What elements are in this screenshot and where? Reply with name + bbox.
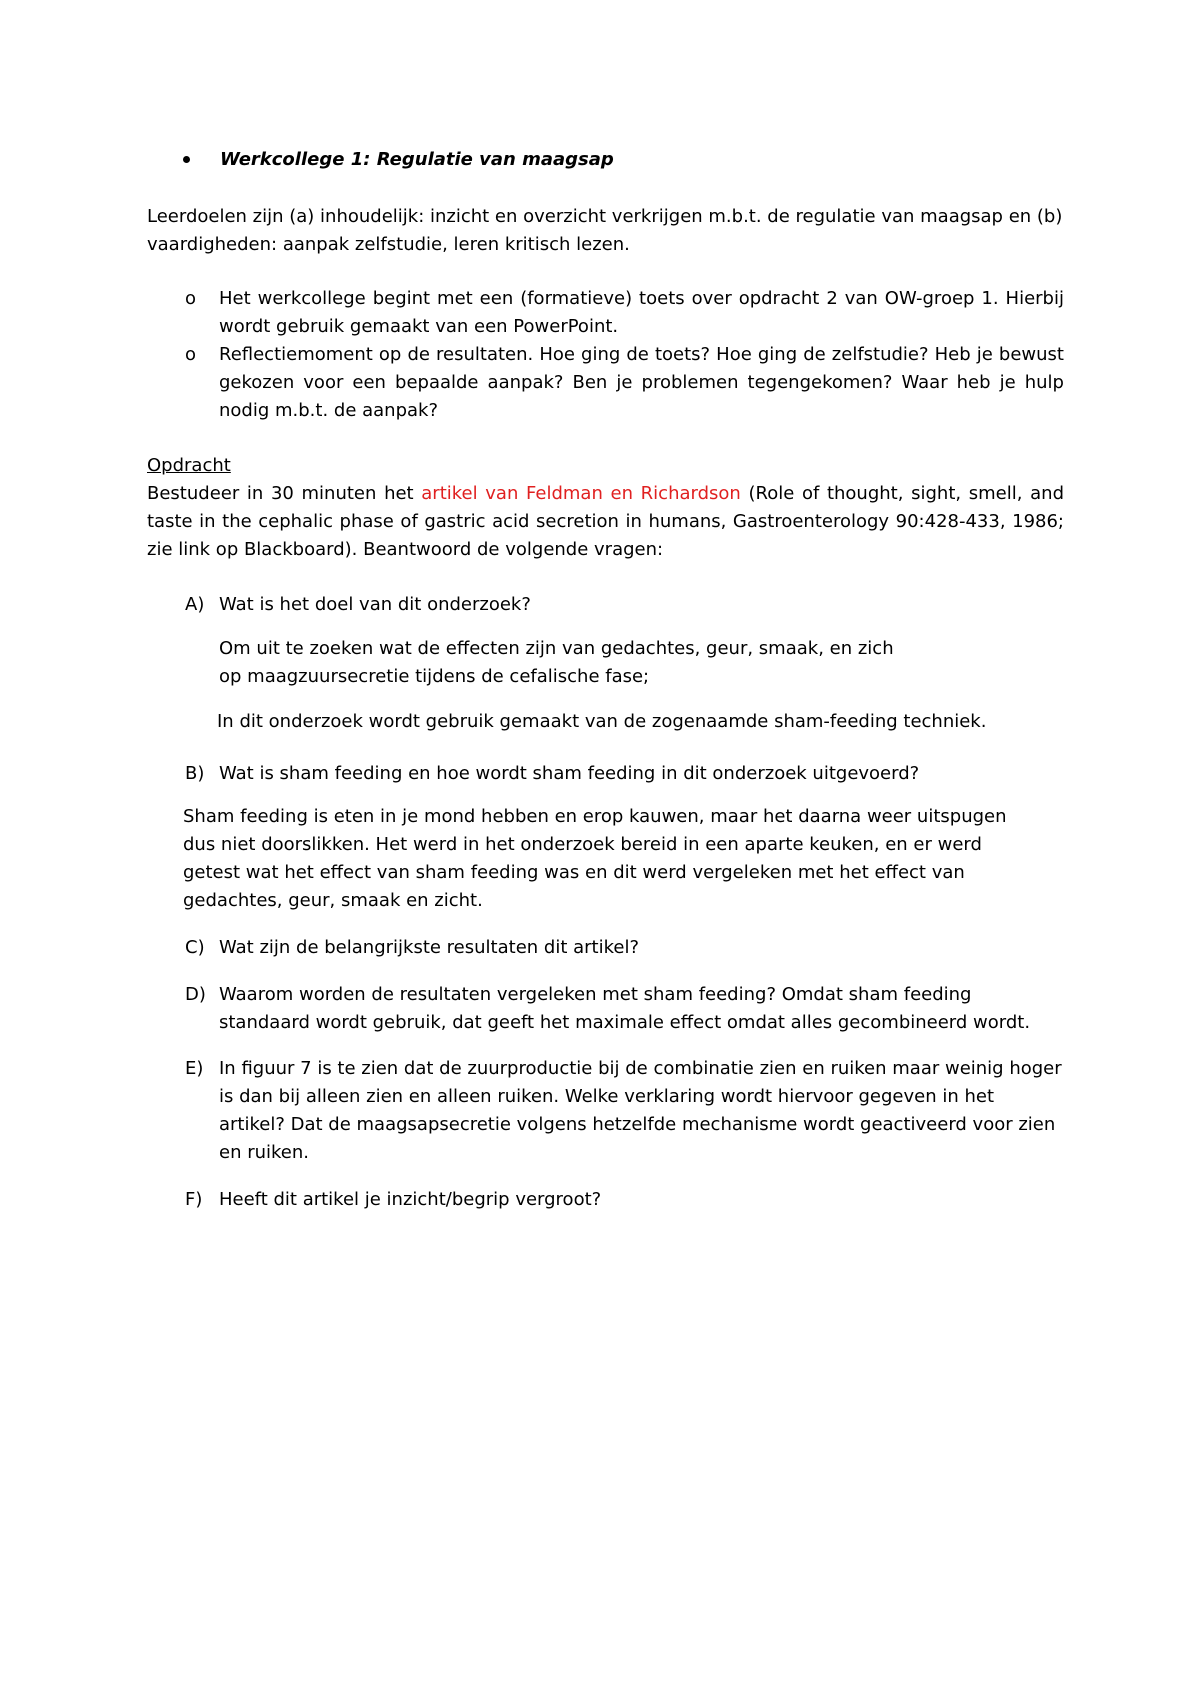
question-c xyxy=(147,934,1064,962)
question-text: In figuur 7 is te zien dat de zuurproductie bij de combinatie zien en ruiken maar weinig hoger is dan bij alleen zien en alleen ruiken. Welke verklaring wordt hiervoor gegeven in het artikel? Dat de maagsapsecretie volgens hetzelfde mechanisme wordt geactiveerd voor zien en ruiken. xyxy=(219,1058,1062,1163)
question-d xyxy=(147,981,1064,1037)
opdracht-text-after: (Role of thought, sight, smell, and taste in the cephalic phase of gastric acid secretion in humans, Gastroenterology 90:428-433, 1986; zie link op Blackboard). Beantwoord de volgende vragen: xyxy=(147,483,1064,560)
answer-b: Sham feeding is eten in je mond hebben en erop kauwen, maar het daarna weer uitspugen dus niet doorslikken. Het werd in het onderzoek bereid in een aparte keuken, en er werd getest wat het effect van sham feeding was en dit werd vergeleken met het effect van gedachtes, geur, smaak en zicht. xyxy=(183,806,1007,911)
question-text: Waarom worden de resultaten vergeleken met sham feeding? Omdat sham feeding standaard wordt gebruik, dat geeft het maximale effect omdat alles gecombineerd wordt. xyxy=(219,984,1031,1033)
answer-text: Om uit te zoeken wat de effecten zijn van gedachtes, geur, smaak, en zich op maagzuursecretie tijdens de cefalische fase; xyxy=(219,638,894,687)
question-b xyxy=(147,760,1064,788)
question-text: Wat is sham feeding en hoe wordt sham feeding in dit onderzoek uitgevoerd? xyxy=(219,763,920,784)
opdracht-title xyxy=(147,452,1064,480)
opdracht-heading: Opdracht xyxy=(147,455,231,476)
circle-bullet-icon: o xyxy=(185,344,197,365)
circle-bullet-icon: o xyxy=(185,288,197,309)
question-label: C) xyxy=(185,937,205,958)
answer-a-1 xyxy=(147,635,1064,691)
question-text: Wat is het doel van dit onderzoek? xyxy=(219,594,531,615)
list-item xyxy=(147,341,1064,425)
intro-paragraph: Leerdoelen zijn (a) inhoudelijk: inzicht en overzicht verkrijgen m.b.t. de regulatie van maagsap en (b) vaardigheden: aanpak zelfstudie, leren kritisch lezen. xyxy=(147,206,1063,255)
question-f xyxy=(147,1186,1064,1214)
question-label: B) xyxy=(185,763,205,784)
list-item-text: Reflectiemoment op de resultaten. Hoe ging de toets? Hoe ging de zelfstudie? Heb je bewust gekozen voor een bepaalde aanpak? Ben je problemen tegengekomen? Waar heb je hulp nodig m.b.t. de aanpak? xyxy=(219,344,1064,421)
list-item-text: Het werkcollege begint met een (formatieve) toets over opdracht 2 van OW-groep 1. Hierbij wordt gebruik gemaakt van een PowerPoint. xyxy=(219,288,1064,337)
bullet-dot-icon xyxy=(183,156,190,163)
question-text: Wat zijn de belangrijkste resultaten dit artikel? xyxy=(219,937,640,958)
question-label: F) xyxy=(185,1189,203,1210)
answer-a-2 xyxy=(147,708,1064,736)
list-item xyxy=(147,285,1064,341)
question-text: Heeft dit artikel je inzicht/begrip vergroot? xyxy=(219,1189,602,1210)
answer-text: In dit onderzoek wordt gebruik gemaakt van de zogenaamde sham-feeding techniek. xyxy=(217,711,987,732)
opdracht-text-before: Bestudeer in 30 minuten het xyxy=(147,483,422,504)
question-e xyxy=(147,1055,1064,1167)
question-label: A) xyxy=(185,594,205,615)
opdracht-paragraph xyxy=(147,480,1064,564)
article-link[interactable]: artikel van Feldman en Richardson xyxy=(421,483,741,504)
page-title: Werkcollege 1: Regulatie van maagsap xyxy=(220,149,614,170)
question-label: E) xyxy=(185,1058,204,1079)
question-label: D) xyxy=(185,984,206,1005)
question-a xyxy=(147,591,1064,619)
